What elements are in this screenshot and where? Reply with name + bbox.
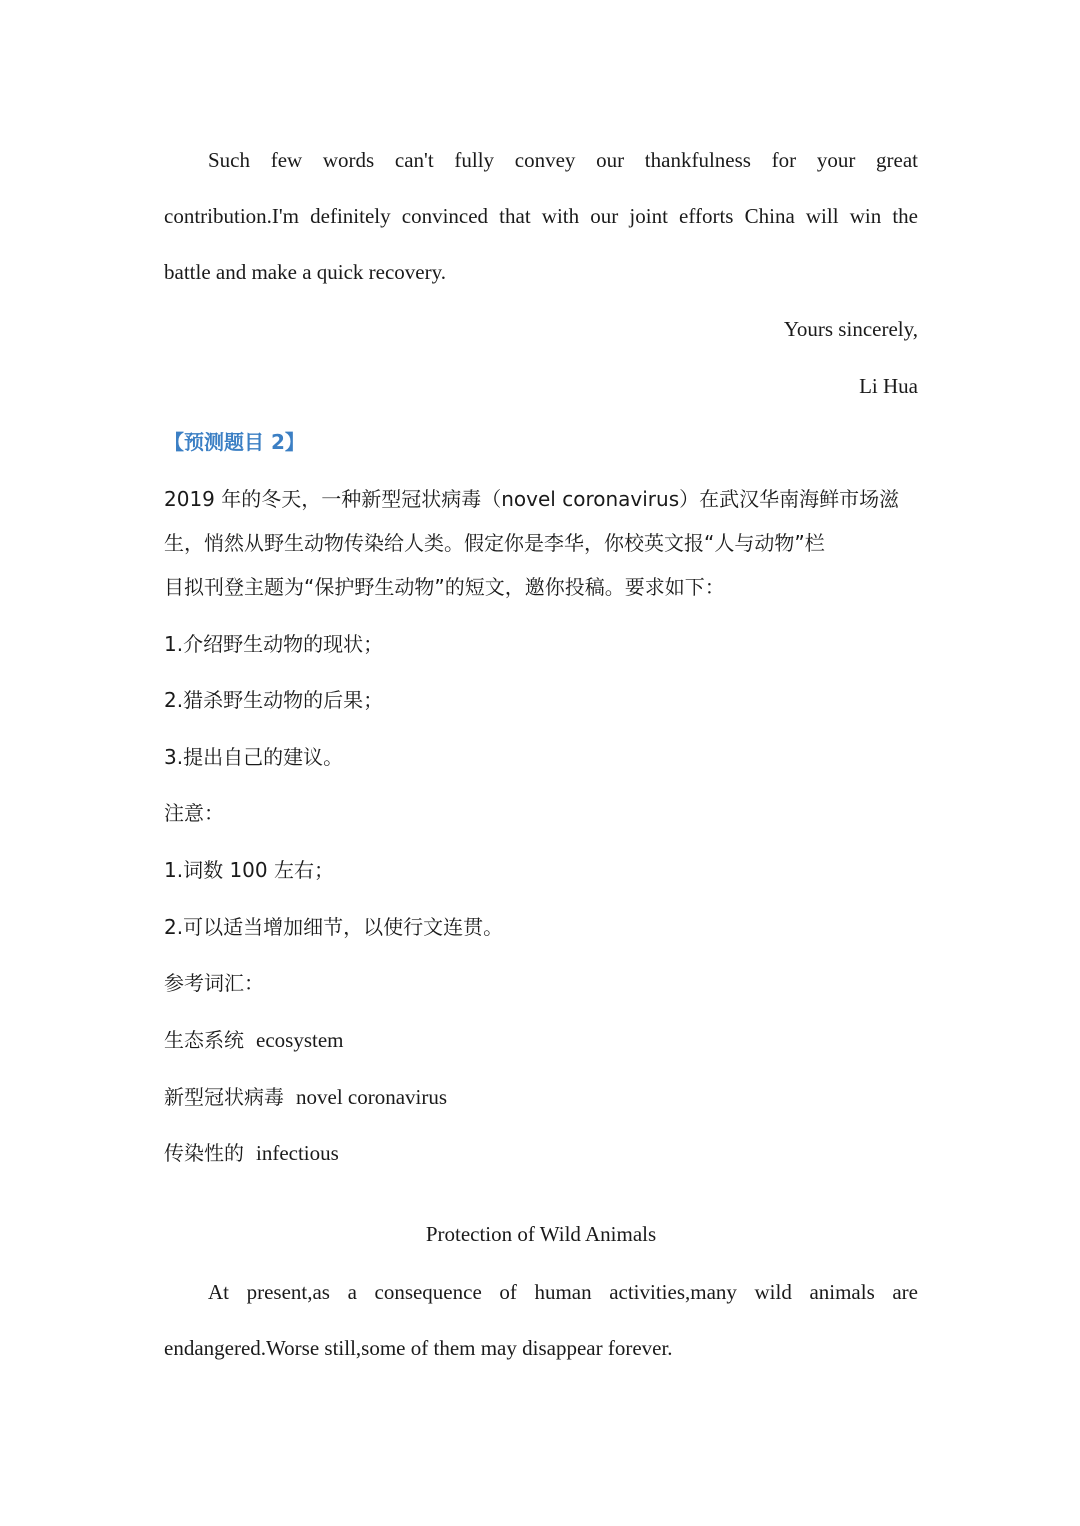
requirement-item: 1.介绍野生动物的现状； [164,632,384,656]
requirement-item: 2.猎杀野生动物的后果； [164,688,384,712]
task-prompt-line-3: 目拟刊登主题为“保护野生动物”的短文，邀你投稿。要求如下： [164,575,725,599]
vocab-item [164,1082,918,1112]
letter-paragraph-line-3: battle and make a quick recovery. [164,260,447,284]
notes-label: 注意： [164,801,224,825]
vocab-english: ecosystem [256,1028,344,1052]
vocab-chinese: 传染性的 [164,1141,244,1165]
letter-paragraph-line-1: Such few words can't fully convey our thankfulness for your great [208,148,918,172]
essay-paragraph-line-1: At present,as a consequence of human activities,many wild animals are [208,1280,918,1304]
letter-closing: Yours sincerely, [783,317,918,341]
vocab-item [164,1138,918,1168]
note-item: 1.词数 100 左右； [164,858,334,882]
vocab-chinese: 生态系统 [164,1028,244,1052]
vocab-english: novel coronavirus [296,1085,448,1109]
letter-signature: Li Hua [859,374,918,398]
requirement-item: 3.提出自己的建议。 [164,745,344,769]
vocab-item [164,1025,918,1055]
essay-paragraph-line-2: endangered.Worse still,some of them may disappear forever. [164,1336,673,1360]
letter-paragraph-line-2: contribution.I'm definitely convinced that with our joint efforts China will win the [164,204,918,228]
essay-title: Protection of Wild Animals [425,1222,657,1246]
vocab-label: 参考词汇： [164,971,264,995]
vocab-chinese: 新型冠状病毒 [164,1085,284,1109]
task-prompt-line-1: 2019 年的冬天，一种新型冠状病毒（novel coronavirus）在武汉华南海鲜市场滋 [164,487,900,511]
task-heading: 【预测题目 2】 [164,430,305,454]
task-prompt-line-2: 生，悄然从野生动物传染给人类。假定你是李华，你校英文报“人与动物”栏 [164,531,825,555]
vocab-english: infectious [256,1141,339,1165]
note-item: 2.可以适当增加细节，以使行文连贯。 [164,915,504,939]
